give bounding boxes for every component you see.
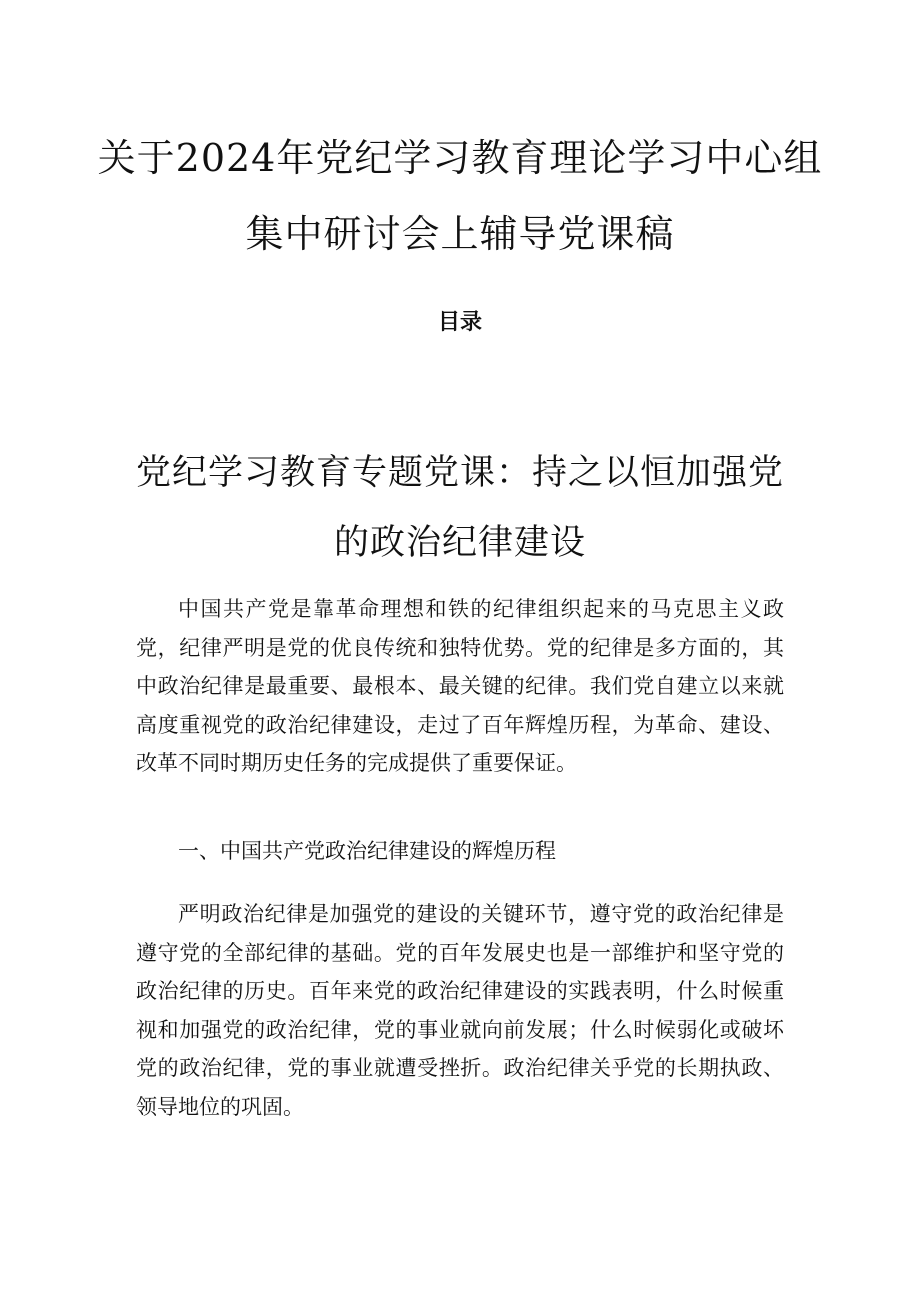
subheading-1: 一、中国共产党政治纪律建设的辉煌历程	[178, 839, 556, 863]
intro-paragraph: 中国共产党是靠革命理想和铁的纪律组织起来的马克思主义政党，纪律严明是党的优良传统和独特优势。党的纪律是多方面的，其中政治纪律是最重要、最根本、最关键的纪律。我们党自建立以来就高度重视党的政治纪律建设，走过了百年辉煌历程，为革命、建设、改革不同时期历史任务的完成提供了重要保证。	[136, 597, 784, 775]
document-title-line-1: 关于2024年党纪学习教育理论学习中心组	[97, 136, 823, 180]
subheading-block	[136, 832, 784, 871]
section-title-line-2: 的政治纪律建设	[333, 523, 586, 563]
section-title-line-1: 党纪学习教育专题党课：持之以恒加强党	[135, 453, 784, 493]
section-title	[0, 438, 920, 578]
intro-paragraph-block	[136, 590, 784, 783]
body-paragraph-block	[136, 895, 784, 1126]
document-title	[0, 120, 920, 272]
body-paragraph-2: 严明政治纪律是加强党的建设的关键环节，遵守党的政治纪律是遵守党的全部纪律的基础。党的百年发展史也是一部维护和坚守党的政治纪律的历史。百年来党的政治纪律建设的实践表明，什么时候重视和加强党的政治纪律，党的事业就向前发展；什么时候弱化或破坏党的政治纪律，党的事业就遭受挫折。政治纪律关乎党的长期执政、领导地位的巩固。	[136, 902, 784, 1119]
toc-heading: 目录	[437, 310, 482, 335]
document-title-line-2: 集中研讨会上辅导党课稿	[245, 212, 675, 256]
